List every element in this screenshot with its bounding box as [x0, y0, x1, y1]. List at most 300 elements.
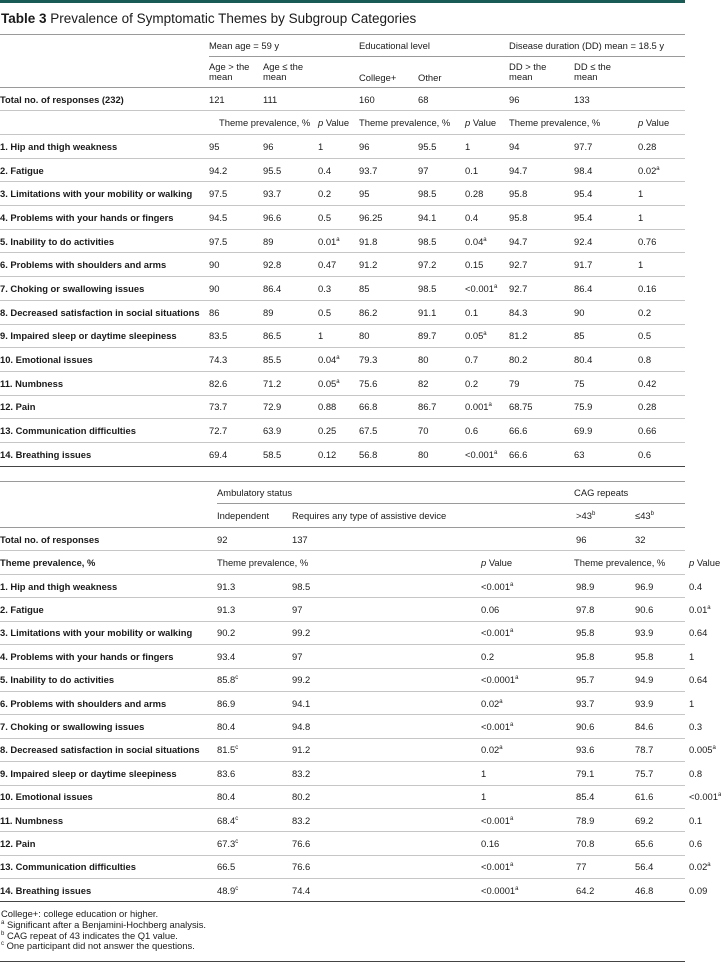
value-cell-text: 85	[574, 330, 585, 342]
value-cell-text: 90	[209, 282, 220, 294]
row-label	[0, 715, 217, 738]
value-cell	[635, 879, 685, 902]
value-cell-text: 67.3	[217, 837, 236, 849]
value-cell-text: 94.5	[209, 211, 228, 223]
value-cell	[263, 206, 318, 230]
p-value-cell-text: 0.76	[638, 235, 657, 247]
value-cell	[217, 598, 292, 621]
value-cell	[635, 645, 685, 668]
value-cell	[574, 229, 638, 253]
total-value: 92	[217, 528, 292, 551]
p-value-cell-text: 0.06	[481, 604, 500, 616]
theme-prevalence-header: Theme prevalence, %	[217, 551, 478, 575]
value-cell-text: 95	[209, 140, 220, 152]
row-label-text: 13. Communication difficulties	[0, 861, 136, 873]
value-cell-text: 81.2	[509, 330, 528, 342]
row-label	[0, 300, 209, 324]
value-cell-text: 69.2	[635, 814, 654, 826]
row-label	[0, 206, 209, 230]
footnote-mark: a	[336, 236, 340, 243]
p-value-cell	[465, 300, 509, 324]
p-value-cell-text: 1	[465, 140, 471, 152]
value-cell	[263, 371, 318, 395]
p-value-cell	[638, 348, 685, 372]
value-cell	[263, 277, 318, 301]
value-cell-text: 92.4	[574, 235, 593, 247]
value-cell	[418, 348, 465, 372]
value-cell-text: 68.75	[509, 401, 533, 413]
p-value-cell-text: <0.001	[481, 721, 510, 733]
row-label	[0, 832, 217, 855]
value-cell-text: 97.8	[576, 604, 595, 616]
p-value-cell-text: 0.2	[318, 188, 332, 200]
p-value-cell-text: 0.001	[465, 401, 489, 413]
p-value-cell	[478, 832, 574, 855]
value-cell	[635, 598, 685, 621]
row-label-text: 7. Choking or swallowing issues	[0, 721, 145, 733]
value-cell-text: 58.5	[263, 448, 282, 460]
p-value-cell	[638, 300, 685, 324]
row-label-text: 2. Fatigue	[0, 164, 44, 176]
footnote-mark: a	[509, 581, 514, 588]
bottom-rule	[0, 961, 685, 962]
value-cell-text: 74.3	[209, 354, 228, 366]
sub-independent: Independent	[217, 510, 270, 521]
footnote-mark: c	[235, 745, 239, 752]
value-cell	[209, 182, 263, 206]
value-cell	[418, 229, 465, 253]
value-cell	[217, 575, 292, 598]
p-value-cell	[638, 277, 685, 301]
table-row	[0, 277, 685, 301]
value-cell	[263, 253, 318, 277]
p-value-cell-text: 0.2	[481, 650, 495, 662]
value-cell	[509, 371, 574, 395]
p-value-cell-text: 0.01	[318, 235, 337, 247]
row-label	[0, 762, 217, 785]
value-cell-text: 91.3	[217, 604, 236, 616]
value-cell	[209, 371, 263, 395]
p-value-cell-text: 0.2	[638, 306, 652, 318]
value-cell-text: 80	[359, 330, 370, 342]
value-cell-text: 67.5	[359, 425, 378, 437]
p-value-cell	[478, 785, 574, 808]
value-cell-text: 66.5	[217, 861, 236, 873]
footnote-mark: a	[493, 449, 498, 456]
footnote-mark: a	[509, 628, 514, 635]
value-cell	[635, 832, 685, 855]
p-value-cell	[638, 419, 685, 443]
value-cell	[292, 832, 478, 855]
value-cell-text: 92.8	[263, 259, 282, 271]
footnote-text: Significant after a Benjamini-Hochberg analysis.	[6, 918, 207, 930]
p-value-cell-text: 0.6	[638, 448, 652, 460]
p-value-cell	[465, 442, 509, 466]
value-cell	[509, 135, 574, 159]
value-cell	[263, 348, 318, 372]
value-cell-text: 75.7	[635, 767, 654, 779]
value-cell-text: 97	[418, 164, 429, 176]
table-row	[0, 348, 685, 372]
table-row	[0, 229, 685, 253]
footnote-mark: a	[717, 792, 721, 799]
p-value-cell-text: 1	[318, 330, 324, 342]
p-value-cell	[465, 395, 509, 419]
row-label-text: 12. Pain	[0, 401, 36, 413]
table-row	[0, 855, 685, 878]
p-value-cell	[478, 575, 574, 598]
value-cell-text: 76.6	[292, 861, 311, 873]
value-cell-text: 48.9	[217, 884, 236, 896]
p-value-cell	[638, 442, 685, 466]
table-row	[0, 324, 685, 348]
value-cell-text: 93.9	[635, 697, 654, 709]
value-cell-text: 68.4	[217, 814, 236, 826]
value-cell	[292, 715, 478, 738]
p-value-cell	[465, 419, 509, 443]
p-value-cell-text: 0.16	[481, 837, 500, 849]
footnote-mark: a	[509, 721, 514, 728]
p-value-cell	[318, 206, 359, 230]
total-value: 121	[209, 88, 263, 111]
value-cell-text: 98.9	[576, 580, 595, 592]
p-value-cell-text: 0.4	[465, 211, 479, 223]
value-cell-text: 79	[509, 377, 520, 389]
row-label	[0, 253, 209, 277]
p-value-cell-text: <0.001	[481, 580, 510, 592]
value-cell	[359, 348, 418, 372]
table-caption: Prevalence of Symptomatic Themes by Subgroup Categories	[50, 11, 417, 26]
value-cell	[509, 324, 574, 348]
value-cell-text: 83.5	[209, 330, 228, 342]
value-cell	[292, 808, 478, 831]
row-label	[0, 324, 209, 348]
table-row	[0, 395, 685, 419]
p-value-cell-text: 0.47	[318, 259, 337, 271]
p-value-cell-text: 0.6	[465, 425, 479, 437]
value-cell	[217, 621, 292, 644]
value-cell	[509, 277, 574, 301]
sub-cag-gt-text: >43	[576, 510, 592, 521]
table-row	[0, 135, 685, 159]
stat-header-row	[0, 111, 685, 135]
value-cell-text: 96.25	[359, 211, 383, 223]
p-value-cell	[478, 621, 574, 644]
value-cell	[574, 832, 635, 855]
p-value-cell-text: 0.28	[638, 401, 657, 413]
p-value-cell-text: 0.12	[318, 448, 337, 460]
row-label	[0, 598, 217, 621]
value-cell-text: 95.8	[635, 650, 654, 662]
p-value-cell-text: 0.28	[638, 140, 657, 152]
table-row	[0, 419, 685, 443]
value-cell-text: 94.2	[209, 164, 228, 176]
p-value-cell-text: 0.05	[465, 330, 484, 342]
value-cell	[574, 762, 635, 785]
value-cell	[217, 855, 292, 878]
p-value-cell	[638, 395, 685, 419]
value-cell	[359, 419, 418, 443]
value-cell-text: 90.6	[635, 604, 654, 616]
table-row	[0, 253, 685, 277]
row-label	[0, 442, 209, 466]
value-cell	[217, 785, 292, 808]
value-cell-text: 46.8	[635, 884, 654, 896]
value-cell-text: 93.4	[217, 650, 236, 662]
value-cell	[635, 785, 685, 808]
value-cell-text: 80.2	[509, 354, 528, 366]
value-cell	[418, 206, 465, 230]
value-cell-text: 95.5	[418, 140, 437, 152]
p-value-cell-text: 0.5	[318, 306, 332, 318]
p-value-cell-text: 0.02	[481, 744, 500, 756]
p-value-cell-text: 0.02	[481, 697, 500, 709]
row-label-text: 5. Inability to do activities	[0, 674, 115, 686]
p-value-label: Value	[696, 557, 721, 568]
sub-other: Other	[418, 72, 442, 83]
value-cell	[418, 300, 465, 324]
row-label-text: 14. Breathing issues	[0, 884, 92, 896]
value-cell	[209, 277, 263, 301]
value-cell-text: 86	[209, 306, 220, 318]
value-cell-text: 77	[576, 861, 587, 873]
row-label	[0, 738, 217, 761]
p-value-cell	[318, 229, 359, 253]
value-cell	[359, 300, 418, 324]
value-cell	[209, 300, 263, 324]
value-cell-text: 95.5	[263, 164, 282, 176]
row-label-text: 11. Numbness	[0, 377, 64, 389]
value-cell	[635, 621, 685, 644]
row-label-text: 1. Hip and thigh weakness	[0, 580, 118, 592]
value-cell-text: 82.6	[209, 377, 228, 389]
value-cell	[359, 442, 418, 466]
value-cell	[418, 253, 465, 277]
value-cell	[635, 738, 685, 761]
value-cell-text: 89	[263, 306, 274, 318]
table-row	[0, 442, 685, 466]
footnote-mark: a	[493, 283, 498, 290]
footnote-mark: a	[336, 378, 340, 385]
value-cell	[359, 395, 418, 419]
footnote-mark: a	[515, 675, 519, 682]
value-cell-text: 97	[292, 604, 303, 616]
value-cell	[359, 324, 418, 348]
row-label-text: 7. Choking or swallowing issues	[0, 282, 145, 294]
p-value-cell-text: 0.8	[689, 767, 703, 779]
value-cell	[574, 715, 635, 738]
value-cell-text: 72.9	[263, 401, 282, 413]
sub-college: College+	[359, 72, 397, 83]
p-value-cell-text: 1	[689, 650, 695, 662]
p-value-cell-text: 0.28	[465, 188, 484, 200]
value-cell	[509, 229, 574, 253]
row-label	[0, 691, 217, 714]
value-cell-text: 95.8	[509, 211, 528, 223]
footnote-mark: a	[499, 698, 503, 705]
value-cell-text: 94.7	[509, 235, 528, 247]
value-cell-text: 91.8	[359, 235, 378, 247]
value-cell	[574, 277, 638, 301]
value-cell-text: 92.7	[509, 282, 528, 294]
footnote-mark: a	[1, 919, 5, 926]
value-cell	[292, 738, 478, 761]
value-cell	[292, 762, 478, 785]
p-value-cell-text: <0.001	[465, 448, 494, 460]
value-cell-text: 80.4	[217, 721, 236, 733]
value-cell-text: 82	[418, 377, 429, 389]
p-value-cell	[478, 691, 574, 714]
footnote-mark: c	[235, 838, 239, 845]
row-label	[0, 668, 217, 691]
value-cell-text: 97	[292, 650, 303, 662]
value-cell-text: 91.1	[418, 306, 437, 318]
footnote-mark: a	[499, 745, 503, 752]
table-row	[0, 300, 685, 324]
p-value-cell-text: 0.1	[689, 814, 703, 826]
group-header-row	[0, 482, 685, 504]
value-cell-text: 89.7	[418, 330, 437, 342]
p-value-cell-text: 0.64	[689, 627, 708, 639]
value-cell-text: 75.6	[359, 377, 378, 389]
value-cell	[635, 668, 685, 691]
total-label: Total no. of responses (232)	[0, 88, 209, 111]
value-cell-text: 90.6	[576, 721, 595, 733]
table-title	[1, 11, 416, 26]
value-cell-text: 64.2	[576, 884, 595, 896]
value-cell-text: 93.9	[635, 627, 654, 639]
value-cell	[574, 785, 635, 808]
p-value-cell	[465, 229, 509, 253]
p-value-cell	[318, 395, 359, 419]
table-row	[0, 785, 685, 808]
group-age: Mean age = 59 y	[209, 35, 359, 57]
p-value-cell	[465, 348, 509, 372]
p-value-cell	[318, 324, 359, 348]
value-cell-text: 94.1	[418, 211, 437, 223]
footnote-text: One participant did not answer the questions.	[6, 940, 195, 952]
sub-cag-gt	[574, 504, 635, 528]
p-value-cell	[638, 253, 685, 277]
table-row	[0, 598, 685, 621]
value-cell	[209, 419, 263, 443]
row-label	[0, 348, 209, 372]
value-cell-text: 86.4	[574, 282, 593, 294]
p-value-cell	[478, 598, 574, 621]
value-cell	[574, 182, 638, 206]
value-cell	[418, 182, 465, 206]
table-row	[0, 832, 685, 855]
footnote-mark: a	[656, 165, 660, 172]
value-cell-text: 75	[574, 377, 585, 389]
p-value-cell	[638, 229, 685, 253]
p-value-cell-text: <0.001	[481, 861, 510, 873]
row-label	[0, 229, 209, 253]
value-cell	[263, 300, 318, 324]
value-cell-text: 56.8	[359, 448, 378, 460]
value-cell-text: 91.2	[359, 259, 378, 271]
table-row	[0, 808, 685, 831]
p-value-cell	[318, 182, 359, 206]
value-cell	[263, 229, 318, 253]
value-cell	[574, 808, 635, 831]
value-cell-text: 65.6	[635, 837, 654, 849]
table-subgroups-age-education-duration	[0, 34, 685, 467]
value-cell	[359, 277, 418, 301]
value-cell-text: 80.2	[292, 791, 311, 803]
p-value-cell	[478, 715, 574, 738]
p-value-cell	[465, 253, 509, 277]
value-cell	[574, 300, 638, 324]
footnote-mark: a	[488, 402, 492, 409]
value-cell	[509, 158, 574, 182]
value-cell-text: 91.3	[217, 580, 236, 592]
top-accent-bar	[0, 0, 685, 3]
value-cell	[209, 395, 263, 419]
value-cell-text: 92.7	[509, 259, 528, 271]
row-label	[0, 808, 217, 831]
value-cell	[292, 668, 478, 691]
value-cell	[418, 158, 465, 182]
value-cell	[209, 229, 263, 253]
value-cell	[635, 715, 685, 738]
row-label-text: 4. Problems with your hands or fingers	[0, 211, 174, 223]
table-number: Table 3	[1, 11, 47, 26]
sub-dd-gt: DD > the mean	[509, 61, 547, 82]
p-value-cell-text: <0.001	[689, 791, 718, 803]
p-value-cell-text: 0.02	[638, 164, 657, 176]
value-cell	[574, 691, 635, 714]
value-cell	[509, 300, 574, 324]
value-cell	[209, 135, 263, 159]
value-cell	[217, 808, 292, 831]
value-cell-text: 90.2	[217, 627, 236, 639]
value-cell	[359, 135, 418, 159]
row-label-text: 8. Decreased satisfaction in social situations	[0, 744, 200, 756]
table-subgroups-ambulatory-cag	[0, 481, 721, 902]
value-cell	[418, 324, 465, 348]
value-cell	[509, 442, 574, 466]
p-value-cell-text: 0.7	[465, 354, 479, 366]
value-cell-text: 72.7	[209, 425, 228, 437]
value-cell-text: 84.6	[635, 721, 654, 733]
p-value-cell-text: 0.4	[689, 580, 703, 592]
row-label	[0, 785, 217, 808]
value-cell	[359, 206, 418, 230]
value-cell	[217, 668, 292, 691]
row-label-text: 9. Impaired sleep or daytime sleepiness	[0, 767, 177, 779]
footnote-mark: c	[235, 815, 239, 822]
value-cell	[574, 324, 638, 348]
total-value: 111	[263, 88, 318, 111]
value-cell-text: 98.5	[292, 580, 311, 592]
p-value-cell	[465, 277, 509, 301]
value-cell	[574, 206, 638, 230]
value-cell	[209, 348, 263, 372]
value-cell-text: 83.6	[217, 767, 236, 779]
value-cell-text: 63.9	[263, 425, 282, 437]
p-value-label: Value	[325, 117, 350, 128]
value-cell	[574, 855, 635, 878]
p-value-cell	[638, 158, 685, 182]
table-row	[0, 158, 685, 182]
p-value-cell	[318, 158, 359, 182]
theme-prevalence-header: Theme prevalence, %	[209, 111, 318, 135]
value-cell-text: 70	[418, 425, 429, 437]
value-cell-text: 94.8	[292, 721, 311, 733]
value-cell	[509, 182, 574, 206]
p-value-cell-text: 0.8	[638, 354, 652, 366]
